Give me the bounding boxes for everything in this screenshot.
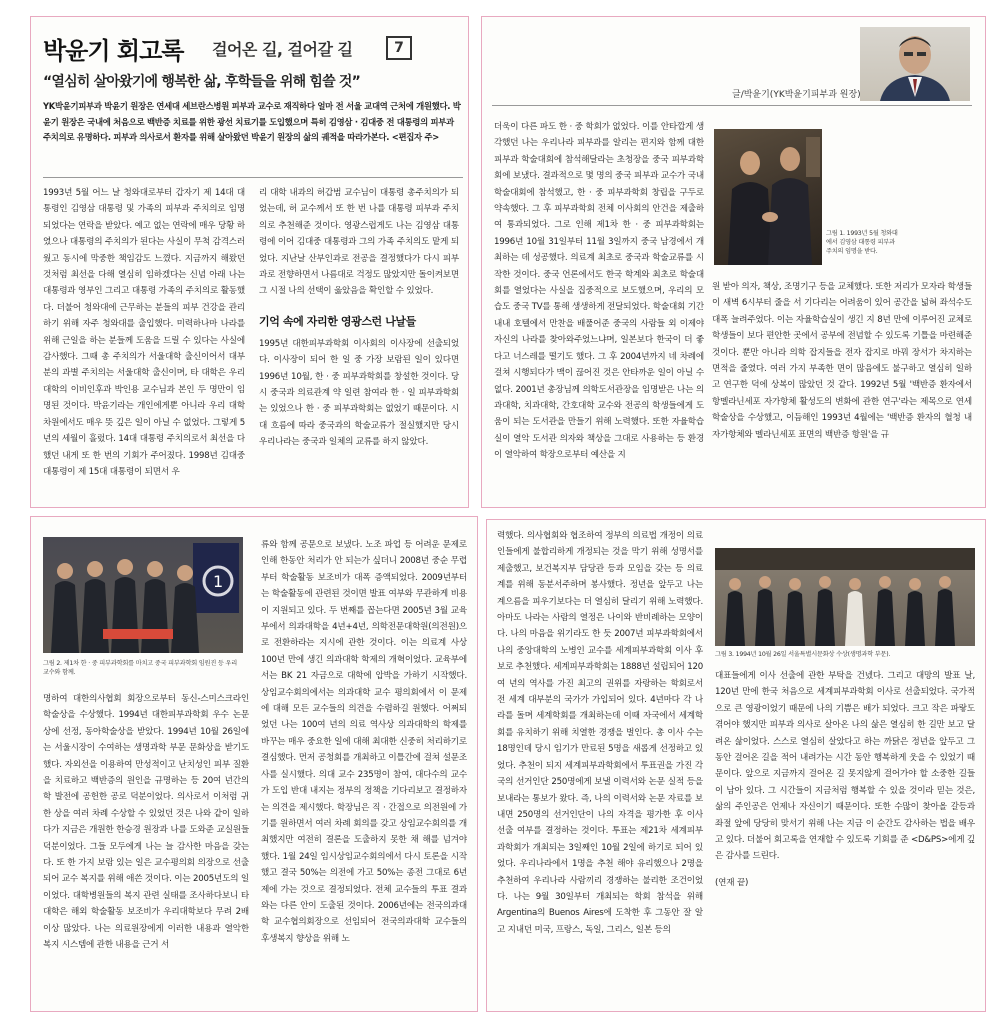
page3-column-1 xyxy=(43,691,249,1003)
series-end-note: (연재 끝) xyxy=(715,877,749,888)
page2-column-2 xyxy=(712,279,972,501)
article-page-2 xyxy=(481,16,986,508)
paragraph: 1995년 대한피부과학회 이사회의 이사장에 선출되었다. 이사장이 되어 한 일 중 가장 보람된 일이 있다면 1996년 10월, 한 · 중 피부과학회를 창설한 것이다. 당시 중국과 의료관계 약 일련 참여라 한 · 일 피부과학회는 있었으나 한 · 중 피부과학회는 없었기 때문이다. 시대 흐름에 따라 중국과의 학술교류가 절실했지만 당시 우리나라는 중국과 일체의 교류를 하지 않았다. xyxy=(259,338,459,448)
article-page-1 xyxy=(30,16,469,508)
figure-1-caption: 그림 1. 1993년 5월 청와대에서 김영삼 대통령 피부과 주치의 임명을 받다. xyxy=(826,230,898,255)
paragraph: 력했다. 의사협회와 협조하여 정부의 의료법 개정이 의료인들에게 불합리하게 개정되는 것을 막기 위해 성명서를 제출했고, 보건복지부 담당관 등과 모임을 갖는 등 의료계를 위해 동분서주하며 봉사했다. 정년을 앞두고 나는 계으름을 피우기보다는 더 열심히 달리기 위해 노력했다. 아마도 나라는 사람의 열정은 나이와 반비례하는 모양이다. 나의 마음을 위기라도 한 듯 2007년 피부과학회에서 나의 중앙대학의 노병인 교수를 세계피부과학회 이사 후보로 추천했다. 세계피부과학회는 1888년 설립되어 120여 년의 역사를 가진 최고의 권위를 자랑하는 학회로서 전 세계 대부분의 국가가 가입되어 있다. 4년마다 각 나라를 돌며 세계학회를 개최하는데 이때 자국에서 세계학회를 유치하기 위해 치열한 경쟁을 벌인다. 총 이사 수는 18명인데 당시 임기가 만료된 5명을 새롭게 선정하고 있었다. 추천이 되지 세계피부과학회에서 투표권을 가진 각국의 선거인단 250명에게 보낼 이력서와 논문 실적 등을 보내라는 통보가 왔다. 즉, 나의 이력서와 논문 자료를 보내면 250명의 선거인단이 나의 자격을 평가한 후 이사 선출 여부를 결정하는 것이다. 투표는 제21차 세계피부과학회가 개최되는 3일째인 10월 2일에 하기로 되어 있었다. 우리나라에서 1명을 추천 해야 유리했으나 2명을 추천하여 우리나라 사람끼리 경쟁하는 불리한 조건이었다. 나는 9월 30일부터 개최되는 학회 참석을 위해 Argentina의 Buenos Aires에 도착한 후 그동안 잘 알고 지내던 미국, 프랑스, 독일, 그리스, 일본 등의 xyxy=(497,531,703,935)
figure-3-caption: 그림 3. 1994년 10월 26일 서울특별시문화상 수상(생명과학 부문). xyxy=(715,651,891,658)
figure-1-photo xyxy=(714,129,822,265)
article-page-4 xyxy=(486,519,986,1012)
figure-3-photo xyxy=(715,548,975,646)
handshake-photo-icon xyxy=(714,129,822,265)
section-heading: 기억 속에 자리한 영광스런 나날들 xyxy=(259,314,416,328)
paragraph: 류와 함께 공문으로 보냈다. 노조 파업 등 어려운 문제로 인해 한동안 처리가 안 되는가 싶더니 2008년 중순 무렵부터 학술활동 보조비가 대폭 증액되었다. 2009년부터는 학술활동에 관련된 것이면 발표 여부와 무관하게 비용이 지원되고 있다. 두 번째를 꼽는다면 2005년 3월 교육부에서 의과대학을 4년+4년, 의학전문대학원(의전원)으로 전환하라는 지시에 관한 것이다. 이는 의료계 사상 100년 만에 생긴 의과대학 학제의 개혁이었다. 교육부에서는 BK 21 자금으로 대학에 압박을 가하기 시작했다. 상임교수회의에서는 의과대학 교수 평의회에서 이 문제에 대해 모든 교수들의 의견을 수렴하길 원했다. 어쩌되었던 나는 100여 년의 의료 역사상 의과대학의 학제를 바꾸는 매우 중요한 일에 대해 최대한 신중히 처리하기로 결심했다. 먼저 공청회를 개최하고 이틀간에 걸쳐 설문조사를 실시했다. 의대 교수 235명이 참여, 대다수의 교수가 도입 반대 내지는 정부의 정책을 기다리보고 결정하자는 의견을 제시했다. 학장님은 직 · 간접으로 의전원에 가기를 원하면서 여러 차례 회의를 갖고 상임교수회의를 개최했지만 여전히 결론을 도출하지 못한 채 해를 넘겨야 했다. 1월 24일 임시상임교수회의에서 다시 토론을 시작했고 결국 50%는 의전에 가고 50%는 종전 그대로 6년제에 가는 것으로 결정되었다. 전체 교수들의 투표 결과와는 다른 안이 도출된 것이다. 2006년에는 전국의과대학 교수협의회장으로 선임되어 전국의과대학 교수들의 후생복지 향상을 위해 노 xyxy=(261,540,467,944)
article-title: 박윤기 회고록 xyxy=(43,37,184,65)
series-number-badge: 7 xyxy=(386,36,412,60)
paragraph: 1993년 5월 어느 날 청와대로부터 갑자기 제 14대 대통령인 김영삼 대통령 및 가족의 피부과 주치의로 임명되었다는 연락을 받았다. 예고 없는 연락에 매우 당황 하였으나 대통령의 주치의가 된다는 사실이 무척 감격스러웠고 동시에 막중한 책임감도 느꼈다. 지금까지 해왔던 것처럼 최선을 다해 열심히 임하겠다는 신념 아래 나는 대통령과 영부인 그리고 대통령 가족의 주치의로 활동했다. 더불어 청와대에 근무하는 분들의 피부 건강을 관리하기 위해 자주 청와대를 출입했다. 미력하나마 나라를 위해 근일을 하는 분들께 도움을 드릴 수 있다는 사실에 감사했다. 그때 총 주치의가 서울대학 출신이어서 대부분의 과별 주치의는 서울대학 출신이며, 타 대학은 우리 대학의 이비인후과 박인용 교수님과 본인 두 명만이 임명된 것이다. 박윤기라는 개인에게뿐 아니라 우리 대학 차원에서도 매우 뜻 깊은 일이 아닐 수 없었다. 그렇게 5년의 세월이 흘렀다. 14대 대통령 주치의로서 최선을 다했던 내게 또 한 번의 기회가 주어졌다. 1998년 김대중 대통령이 제 15대 대통령이 되면서 우 xyxy=(43,188,245,477)
figure-2-caption: 그림 2. 제1차 한 · 중 피부과학회를 마치고 중국 피부과학회 임원진 등 우리 교수와 함께. xyxy=(43,660,237,676)
page1-column-1 xyxy=(43,185,245,501)
paragraph: 원 받아 의자, 책상, 조명기구 등을 교체했다. 또한 저리가 모자라 학생들이 새벽 6시부터 줄을 서 기다리는 어려움이 있어 공간을 넓혀 좌석수도 대폭 늘려주었다. 이는 자율학습실이 생긴 지 8년 만에 이루어진 교체로 학생들이 보다 편안한 곳에서 공부에 전념할 수 있도록 기틀을 마련해준 것이다. 뿐만 아니라 의학 잡지들을 전자 잡지로 바꿔 장서가 차지하는 면적을 줄였다. 여러 가지 부족한 면이 많음에도 불구하고 열심히 일하고 연구한 덕에 상복이 많았던 것 같다. 1992년 5월 '백반증 환자에서 항멜라닌세포 자가항체 활성도의 변화에 관한 연구'라는 제목으로 연세학술상을 수상했고, 이듬해인 1993년 4월에는 '백반증 환자의 혈청 내 자가항체와 멜라닌세포 표면의 백반증 항원'을 규 xyxy=(712,282,972,440)
paragraph: 더욱이 다른 파도 한 · 중 학회가 없었다. 이를 안타깝게 생각했던 나는 우리나라 피부과를 알리는 편지와 함께 대한피부과 학술대회에 참석해달라는 초청장을 중국 피부과학회에 보냈다. 결과적으로 몇 명의 중국 피부과 교수가 국내 학술대회에 참석했고, 한 · 중 피부과학회 창립을 구두로 약속했다. 그 후 피부과학회 전체 이사회의 안건을 제출하여 통과되었다. 그로 인해 제1차 한 · 중 피부과학회는 1996년 10월 31일부터 11월 3일까지 중국 남경에서 개최하는 데 성공했다. 의료계 최초로 중국과 학술교류를 시작한 것이다. 중국 언론에서도 한국 학계와 최초로 학술대회를 열었다는 사실을 집중적으로 보도했으며, 우리의 모습도 중국 TV를 통해 생생하게 전달되었다. 학술대회 기간 내내 호텔에서 만찬을 배풀어준 중국의 사람들 외 이제야 자신의 나라를 찾아와주었느냐며, 일본보다 한국이 더 좋다고 너스레를 떨기도 했다. 그 후 2004년까지 네 차례에 걸쳐 시행되다가 맥이 끊어진 것은 안타까운 일이 아닐 수 없다. 2001년 총장님께 의학도서관장을 임명받은 나는 의과대학, 치과대학, 간호대학 교수와 전공의 학생들에게 도움이 되는 도서관을 만들기 위해 노력했다. 또한 자율학습실이 열악 도서관 의자와 책상을 그대로 사용하는 등 환경이 열악하여 학장으로부터 예산을 지 xyxy=(494,122,704,461)
page3-column-2 xyxy=(261,537,467,1003)
svg-text:1: 1 xyxy=(213,572,224,591)
author-portrait-photo xyxy=(860,27,970,101)
article-page-3 xyxy=(30,516,478,1012)
editor-intro: YK박윤기피부과 박윤기 원장은 연세대 세브란스병원 피부과 교수로 재직하다 얼마 전 서울 교대역 근처에 개원했다. 박윤기 원장은 국내에 처음으로 백반증 치료를 위한 광선 치료기를 도입했으며 특히 김영삼 · 김대중 전 대통령의 피부과 주치의로 유명하다. 피부과 의사로서 환자를 위해 살아왔던 박윤기 원장의 삶의 궤적을 따라가본다. <편집자 주> xyxy=(43,101,461,142)
author-byline: 글/박윤기(YK박윤기피부과 원장) xyxy=(732,90,861,100)
figure-2-photo xyxy=(43,537,243,653)
page4-column-2 xyxy=(715,668,975,988)
headline-quote: “열심히 살아왔기에 행복한 삶, 후학들을 위해 힘쓸 것” xyxy=(43,74,361,90)
award-ceremony-photo-icon xyxy=(715,548,975,646)
paragraph: 대표들에게 이사 선출에 관한 부탁을 건넸다. 그리고 대망의 발표 날, 120년 만에 한국 처음으로 세계피부과학회 이사로 선출되었다. 국가적으로 큰 영광이었기 때문에 나의 기쁨은 배가 되었다. 크고 작은 파랗도 겪어야 했지만 피부과 의사로 살아온 나의 삶은 열심히 한 길만 보고 달려온 삶이었다. 스스로 열심히 살았다고 하는 까닭은 정년을 앞두고 그동안 걸어온 길을 적어 내려가는 시간 동안 행복하게 웃을 수 있었기 때문이다. 앞으로 지금까지 걸어온 길 못지않게 걸어가야 할 소중한 길들이 남아 있다. 그 시간들이 지금처럼 행복할 수 있을 것이라 믿는 것은, 삶의 주인공은 언제나 자신이기 때문이다. 또한 수많이 찾아올 갈등과 좌절 앞에 당당히 맞서기 위해 나는 지금 이 순간도 감사하는 법을 배우고 있다. 더불어 회고록을 연재할 수 있도록 기회를 준 <D&PS>에게 깊은 감사를 드린다. xyxy=(715,671,975,862)
page2-column-1 xyxy=(494,119,704,501)
author-portrait-icon xyxy=(860,27,970,101)
paragraph: 리 대학 내과의 허갑범 교수님이 대통령 총주치의가 되었는데, 허 교수께서 또 한 번 나를 대통령 피부과 주치의로 추천해준 것이다. 영광스럽게도 나는 김영삼 대통령에 이어 김대중 대통령과 그의 가족 주치의도 맡게 되었다. 지난날 산부인과로 전공을 결정했다가 다시 피부과로 전향하면서 나름대로 걱정도 많았지만 돌이켜보면 그 시절 나의 선택이 옳았음을 확인할 수 있었다. xyxy=(259,188,459,297)
group-photo-icon xyxy=(43,537,243,653)
page1-column-2 xyxy=(259,185,459,501)
article-subtitle: 걸어온 길, 걸어갈 길 xyxy=(212,40,353,59)
page4-column-1 xyxy=(497,528,703,1004)
divider xyxy=(492,105,972,106)
divider xyxy=(43,177,463,178)
paragraph: 명하여 대한의사협회 회장으로부터 동신-스미스크라인 학술상을 수상했다. 1994년 대한피부과학회 우수 논문상에 선정, 동아학술상을 받았다. 1994년 10월 26일에는 서울시장이 수여하는 생명과학 부문 문화상을 받기도 했다. 자외선을 이용하여 만성적이고 난치성인 피부 질환을 치료하고 백반증의 원인을 규명하는 등 20여 년간의 학 발전에 공헌한 공로 덕분이었다. 의사로서 이처럼 귀한 상을 여러 차례 수상할 수 있었던 것은 나와 같이 일하다가 지금은 개원한 한승경 원장과 나를 도와준 교실원들 덕분이었다. 그들 모두에게 나는 늘 감사한 마음을 갖는다. 또 한 가지 보람 있는 일은 교수평의회 의장으로 선출되어 교수 복지를 위해 애쓴 것이다. 이는 2005년도의 일이었다. 대학병원들의 복지 관련 실태를 조사하다보니 타 대학은 해외 학술활동 보조비가 우리대학보다 무려 2배 이상 많았다. 나는 의료원장에게 이러한 내용과 열악한 복지 시스템에 관한 내용을 근거 서 xyxy=(43,694,249,951)
